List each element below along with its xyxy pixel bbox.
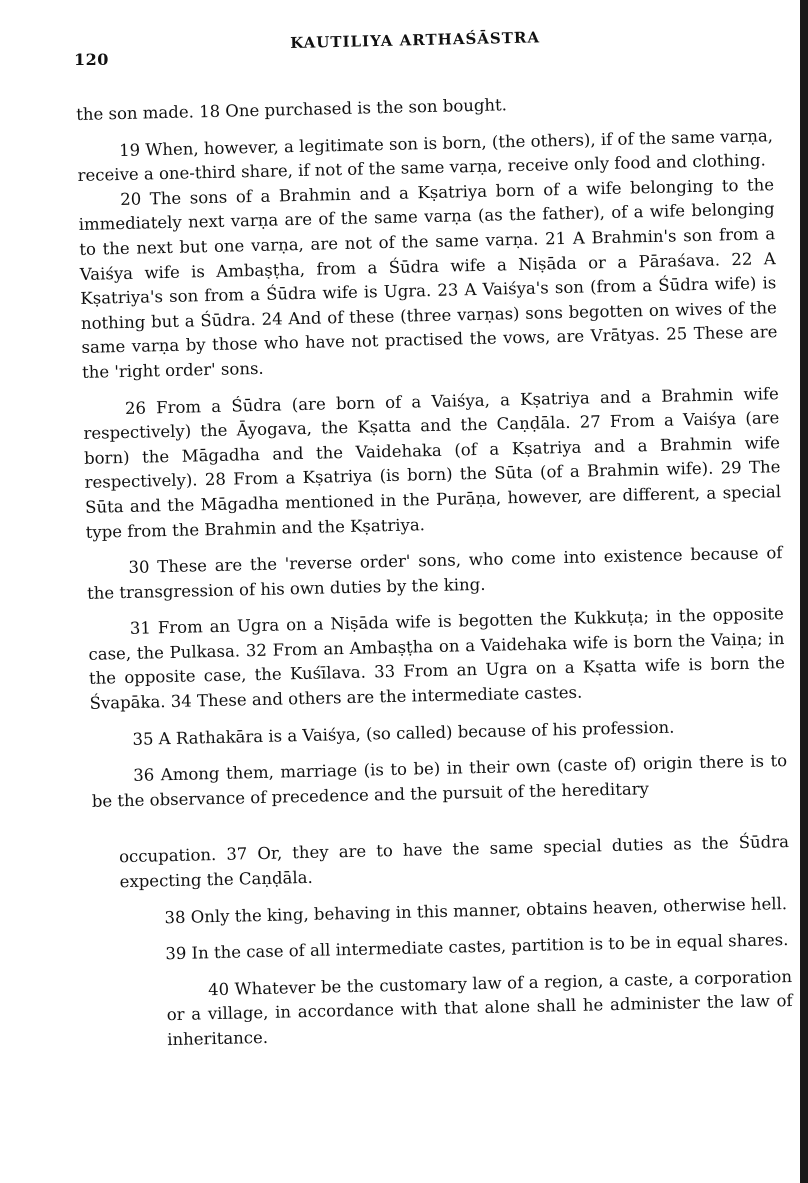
- body-text: [76, 87, 793, 1054]
- paragraph-19: 19 When, however, a legitimate son is born, (the others), if of the same varṇa, receive a one-third share, if not of the same varṇa, receive only food and clothing.: [77, 125, 774, 186]
- paragraph-36: 36 Among them, marriage (is to be) in their own (caste of) origin there is to be the observance of precedence and the pursuit of the hereditary: [91, 751, 788, 811]
- paragraph-30: 30 These are the 'reverse order' sons, who come into existence because of the transgression of his own duties by the king.: [86, 543, 783, 603]
- paragraph-36-continued: occupation. 37 Or, they are to have the same special duties as the Śūdra expecting the Caṇḍāla.: [118, 832, 790, 892]
- running-head: KAUTILIYA ARTHAŚĀSTRA: [290, 28, 541, 52]
- page-number: 120: [74, 50, 109, 69]
- page-edge-shadow: [800, 0, 808, 1183]
- paragraph-18: the son made. 18 One purchased is the son bought.: [76, 95, 508, 124]
- paragraph-31: 31 From an Ugra on a Niṣāda wife is begotten the Kukkuṭa; in the opposite case, the Pulkasa. 32 From an Ambaṣṭha on a Vaidehaka wife is born the Vaiṇa; in the opposite case, the Kuśīlava. 33 From an Ugra on a Kṣatta wife is born the Śvapāka. 34 These and others are the intermediate castes.: [88, 604, 786, 713]
- paragraph-20: 20 The sons of a Brahmin and a Kṣatriya born of a wife belonging to the immediately next varṇa are of the same varṇa (as the father), of a wife belonging to the next but one varṇa, are not of the same varṇa. 21 A Brahmin's son from a Vaiśya wife is Ambaṣṭha, from a Śūdra wife a Niṣāda or a Pāraśava. 22 A Kṣatriya's son from a Śūdra wife is Ugra. 23 A Vaiśya's son (from a Śūdra wife) is nothing but a Śūdra. 24 And of these (three varṇas) sons begotten on wives of the same varṇa by those who have not practised the vows, are Vrātyas. 25 These are the 'right order' sons.: [78, 174, 778, 382]
- paragraph-26: 26 From a Śūdra (are born of a Vaiśya, a Kṣatriya and a Brahmin wife respectively) the Āyogava, the Kṣatta and the Caṇḍāla. 27 From a Vaiśya (are born) the Māgadha and the Vaidehaka (of a Kṣatriya and a Brahmin wife respectively). 28 From a Kṣatriya (is born) the Sūta (of a Brahmin wife). 29 The Sūta and the Māgadha mentioned in the Purāṇa, however, are different, a special type from the Brahmin and the Kṣatriya.: [83, 383, 782, 542]
- paragraph-35: 35 A Rathakāra is a Vaiśya, (so called) because of his profession.: [132, 717, 675, 749]
- paragraph-39: 39 In the case of all intermediate castes, partition is to be in equal shares.: [165, 930, 789, 964]
- paragraph-40: 40 Whatever be the customary law of a region, a caste, a corporation or a village, in accordance with that alone shall he administer the law of inheritance.: [166, 966, 793, 1050]
- paragraph-38: 38 Only the king, behaving in this manner, obtains heaven, otherwise hell.: [164, 893, 788, 927]
